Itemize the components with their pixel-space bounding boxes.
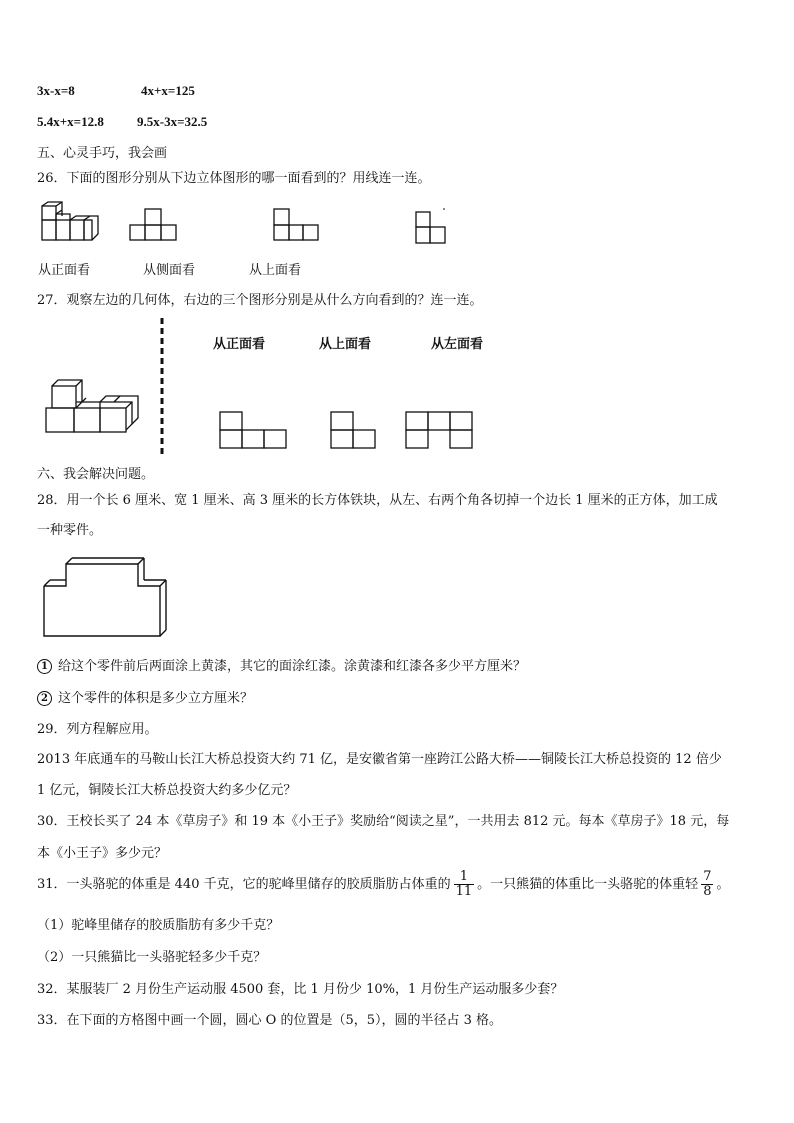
fraction-denominator: 8 [703, 884, 712, 899]
q26-label-top: 从上面看 [249, 263, 302, 278]
q28-sub-2 [37, 687, 253, 706]
question-27-text: 27．观察左边的几何体，右边的三个图形分别是从什么方向看到的？连一连。 [37, 293, 483, 308]
q31-part-1: 31．一头骆驼的体重是 440 千克，它的驼峰里储存的胶质脂肪占体重的 [37, 877, 451, 892]
fraction-7-8 [701, 870, 713, 899]
question-29-line-2: 1 亿元，铜陵长江大桥总投资大约多少亿元？ [37, 783, 297, 798]
q31-part-2: 。一只熊猫的体重比一头骆驼的体重轻 [477, 877, 699, 892]
q28-sub-1-text: 给这个零件前后两面涂上黄漆，其它的面涂红漆。涂黄漆和红漆各多少平方厘米？ [58, 659, 527, 674]
question-31-sub-2: （2）一只熊猫比一头骆驼轻多少千克？ [37, 950, 267, 965]
q27-divider [160, 318, 164, 458]
question-33-text: 33．在下面的方格图中画一个圆，圆心 O 的位置是（5，5），圆的半径占 3 格。 [37, 1013, 503, 1028]
q26-view-c [414, 208, 448, 248]
question-30-line-2: 本《小王子》多少元？ [37, 846, 168, 861]
section-6-title: 六、我会解决问题。 [37, 467, 155, 482]
q26-label-front: 从正面看 [38, 263, 91, 278]
q27-label-top: 从上面看 [319, 337, 372, 352]
q28-sub-2-text: 这个零件的体积是多少立方厘米？ [58, 691, 254, 706]
question-32-text: 32．某服装厂 2 月份生产运动服 4500 套，比 1 月份少 10%，1 月份生产运动服多少套？ [37, 982, 564, 997]
question-28-line-1: 28．用一个长 6 厘米、宽 1 厘米、高 3 厘米的长方体铁块，从左、右两个角各切掉一个边长 1 厘米的正方体，加工成 [37, 493, 718, 508]
question-26-text: 26．下面的图形分别从下边立体图形的哪一面看到的？用线连一连。 [37, 171, 431, 186]
fraction-1-11 [454, 870, 475, 899]
q27-3d-figure [44, 374, 140, 436]
q27-view-a [218, 410, 290, 450]
question-31-text [37, 869, 729, 901]
equation-1: 3x-x=8 [37, 83, 75, 98]
q27-view-b [329, 410, 379, 450]
q27-view-c [404, 410, 476, 450]
q26-label-side: 从侧面看 [143, 263, 196, 278]
q26-view-b [272, 207, 320, 243]
question-30-line-1: 30．王校长买了 24 本《草房子》和 19 本《小王子》奖励给“阅读之星”，一共用去 812 元。每本《草房子》18 元，每 [37, 814, 730, 829]
circled-number-2: 2 [37, 691, 52, 706]
q26-3d-figure [38, 200, 102, 246]
question-31-sub-1: （1）驼峰里储存的胶质脂肪有多少千克？ [37, 918, 280, 933]
fraction-numerator: 1 [454, 870, 475, 885]
q28-sub-1 [37, 655, 526, 674]
section-5-title: 五、心灵手巧，我会画 [37, 146, 168, 161]
question-29-line-1: 2013 年底通车的马鞍山长江大桥总投资大约 71 亿，是安徽省第一座跨江公路大桥——铜陵长江大桥总投资的 12 倍少 [37, 752, 722, 767]
question-29-title: 29．列方程解应用。 [37, 722, 158, 737]
equation-4: 9.5x-3x=32.5 [137, 114, 208, 129]
circled-number-1: 1 [37, 659, 52, 674]
q27-label-left: 从左面看 [431, 337, 484, 352]
q27-label-front: 从正面看 [213, 337, 266, 352]
fraction-numerator: 7 [703, 869, 712, 884]
question-28-line-2: 一种零件。 [37, 523, 103, 538]
q31-part-3: 。 [716, 877, 730, 892]
fraction-denominator: 11 [455, 884, 473, 899]
equation-2: 4x+x=125 [141, 83, 195, 98]
equation-3: 5.4x+x=12.8 [37, 114, 104, 129]
q28-part-figure [42, 552, 170, 638]
q26-view-a [128, 207, 178, 243]
